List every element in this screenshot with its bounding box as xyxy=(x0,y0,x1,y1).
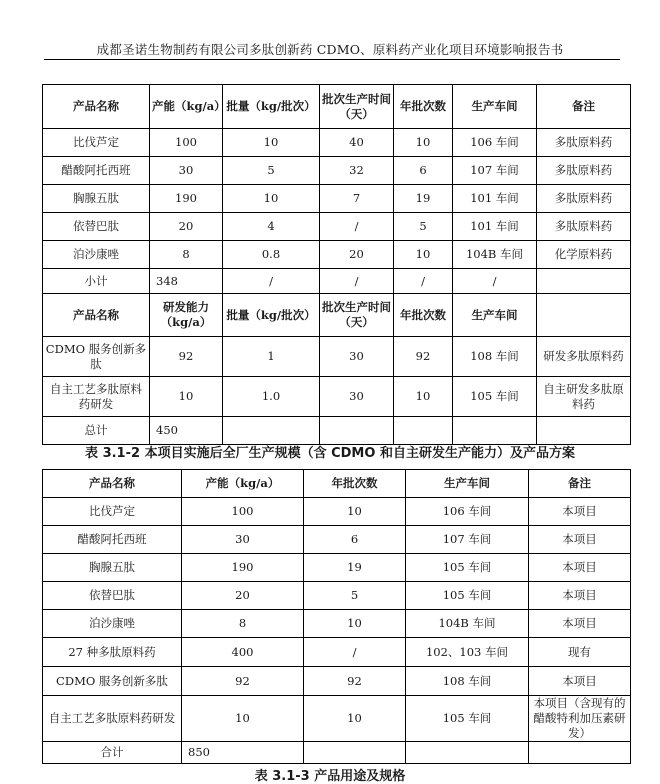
header-cell: 批次生产时间（天） xyxy=(320,85,394,129)
header-cell: 产品名称 xyxy=(43,85,150,129)
header-cell: 备注 xyxy=(537,85,631,129)
cell: / xyxy=(394,269,453,294)
cell: 多肽原料药 xyxy=(537,213,631,241)
cell: 6 xyxy=(304,526,406,554)
cell: 8 xyxy=(182,610,304,638)
cell: 10 xyxy=(304,498,406,526)
table-row xyxy=(43,213,631,241)
cell: 10 xyxy=(182,696,304,742)
table-row xyxy=(43,129,631,157)
cell: CDMO 服务创新多肽 xyxy=(43,667,182,696)
table-row xyxy=(43,696,631,742)
header-cell xyxy=(537,294,631,337)
cell: 小计 xyxy=(43,269,150,294)
cell: 胸腺五肽 xyxy=(43,185,150,213)
table-row xyxy=(43,377,631,417)
cell: 32 xyxy=(320,157,394,185)
cell: 6 xyxy=(394,157,453,185)
table-caption: 表 3.1-2 本项目实施后全厂生产规模（含 CDMO 和自主研发生产能力）及产品方案 xyxy=(85,446,575,461)
production-table xyxy=(42,84,631,445)
header-cell: 生产车间 xyxy=(406,470,529,498)
header-cell: 产能（kg/a） xyxy=(150,85,223,129)
cell: 本项目 xyxy=(529,667,631,696)
cell: 10 xyxy=(304,610,406,638)
table-caption: 表 3.1-3 产品用途及规格 xyxy=(254,769,406,784)
cell: 本项目（含现有的醋酸特利加压素研发） xyxy=(529,696,631,742)
cell: 总计 xyxy=(43,417,150,445)
cell: 106 车间 xyxy=(406,498,529,526)
cell: 本项目 xyxy=(529,526,631,554)
cell: 本项目 xyxy=(529,610,631,638)
cell: 5 xyxy=(223,157,320,185)
cell: 自主工艺多肽原料药研发 xyxy=(43,696,182,742)
header-rule xyxy=(44,59,620,60)
cell: 101 车间 xyxy=(453,185,537,213)
cell xyxy=(394,417,453,445)
cell: 108 车间 xyxy=(453,337,537,377)
cell: 多肽原料药 xyxy=(537,129,631,157)
header-cell: 产能（kg/a） xyxy=(182,470,304,498)
table-row xyxy=(43,554,631,582)
cell: 醋酸阿托西班 xyxy=(43,157,150,185)
cell: 依替巴肽 xyxy=(43,582,182,610)
cell: 0.8 xyxy=(223,241,320,269)
cell: 8 xyxy=(150,241,223,269)
cell: 92 xyxy=(394,337,453,377)
header-cell: 产品名称 xyxy=(43,470,182,498)
cell: / xyxy=(223,269,320,294)
cell: CDMO 服务创新多肽 xyxy=(43,337,150,377)
cell xyxy=(406,742,529,764)
cell: 10 xyxy=(223,129,320,157)
cell xyxy=(529,742,631,764)
cell: / xyxy=(320,213,394,241)
cell: 比伐芦定 xyxy=(43,129,150,157)
header-cell: 批量（kg/批次） xyxy=(223,294,320,337)
cell: 105 车间 xyxy=(406,696,529,742)
header-cell: 生产车间 xyxy=(453,85,537,129)
cell: 348 xyxy=(150,269,223,294)
cell: 10 xyxy=(304,696,406,742)
cell: 105 车间 xyxy=(406,582,529,610)
cell: 醋酸阿托西班 xyxy=(43,526,182,554)
cell: 自主工艺多肽原料药研发 xyxy=(43,377,150,417)
cell xyxy=(453,417,537,445)
cell: 107 车间 xyxy=(453,157,537,185)
table-header-row xyxy=(43,85,631,129)
cell: 107 车间 xyxy=(406,526,529,554)
table-row xyxy=(43,638,631,667)
cell: 10 xyxy=(150,377,223,417)
cell xyxy=(320,417,394,445)
cell: 19 xyxy=(394,185,453,213)
cell: 20 xyxy=(182,582,304,610)
header-cell: 批量（kg/批次） xyxy=(223,85,320,129)
cell: 10 xyxy=(394,377,453,417)
cell: 多肽原料药 xyxy=(537,185,631,213)
cell: 102、103 车间 xyxy=(406,638,529,667)
cell: 现有 xyxy=(529,638,631,667)
cell: 100 xyxy=(182,498,304,526)
header-cell: 年批次数 xyxy=(304,470,406,498)
cell: 92 xyxy=(304,667,406,696)
cell: 101 车间 xyxy=(453,213,537,241)
cell xyxy=(304,742,406,764)
table-row xyxy=(43,667,631,696)
header-cell: 生产车间 xyxy=(453,294,537,337)
cell: 104B 车间 xyxy=(453,241,537,269)
cell: 10 xyxy=(223,185,320,213)
cell: 27 种多肽原料药 xyxy=(43,638,182,667)
cell: 20 xyxy=(150,213,223,241)
cell: 30 xyxy=(320,377,394,417)
cell xyxy=(537,417,631,445)
cell: 比伐芦定 xyxy=(43,498,182,526)
header-cell: 年批次数 xyxy=(394,85,453,129)
cell: 850 xyxy=(182,742,304,764)
header-cell: 年批次数 xyxy=(394,294,453,337)
table-row xyxy=(43,241,631,269)
cell: 10 xyxy=(394,129,453,157)
cell: 30 xyxy=(320,337,394,377)
cell: 本项目 xyxy=(529,582,631,610)
cell: 100 xyxy=(150,129,223,157)
table-header-row xyxy=(43,294,631,337)
cell: 108 车间 xyxy=(406,667,529,696)
cell: 化学原料药 xyxy=(537,241,631,269)
table-row xyxy=(43,185,631,213)
total-row xyxy=(43,742,631,764)
document-header: 成都圣诺生物制药有限公司多肽创新药 CDMO、原料药产业化项目环境影响报告书 xyxy=(96,42,564,57)
cell: 胸腺五肽 xyxy=(43,554,182,582)
cell xyxy=(223,417,320,445)
subtotal-row xyxy=(43,269,631,294)
cell: 190 xyxy=(150,185,223,213)
cell: 5 xyxy=(304,582,406,610)
plant-capacity-table xyxy=(42,469,631,764)
cell: 自主研发多肽原料药 xyxy=(537,377,631,417)
cell: 10 xyxy=(394,241,453,269)
cell: 30 xyxy=(182,526,304,554)
table-row xyxy=(43,582,631,610)
cell: 本项目 xyxy=(529,554,631,582)
cell: / xyxy=(304,638,406,667)
cell: 450 xyxy=(150,417,223,445)
table-row xyxy=(43,337,631,377)
cell: 泊沙康唑 xyxy=(43,610,182,638)
cell: 92 xyxy=(150,337,223,377)
cell: 105 车间 xyxy=(453,377,537,417)
cell: 19 xyxy=(304,554,406,582)
cell: 104B 车间 xyxy=(406,610,529,638)
cell: 7 xyxy=(320,185,394,213)
cell: / xyxy=(320,269,394,294)
header-cell: 批次生产时间（天） xyxy=(320,294,394,337)
cell: 20 xyxy=(320,241,394,269)
header-cell: 研发能力（kg/a） xyxy=(150,294,223,337)
header-cell: 产品名称 xyxy=(43,294,150,337)
cell: 40 xyxy=(320,129,394,157)
cell: 5 xyxy=(394,213,453,241)
cell: 合计 xyxy=(43,742,182,764)
cell xyxy=(537,269,631,294)
table-header-row xyxy=(43,470,631,498)
table-row xyxy=(43,157,631,185)
cell: 4 xyxy=(223,213,320,241)
cell: 105 车间 xyxy=(406,554,529,582)
header-cell: 备注 xyxy=(529,470,631,498)
cell: 190 xyxy=(182,554,304,582)
cell: 106 车间 xyxy=(453,129,537,157)
total-row xyxy=(43,417,631,445)
cell: 依替巴肽 xyxy=(43,213,150,241)
table-row xyxy=(43,610,631,638)
cell: 30 xyxy=(150,157,223,185)
cell: 400 xyxy=(182,638,304,667)
cell: 研发多肽原料药 xyxy=(537,337,631,377)
cell: 1.0 xyxy=(223,377,320,417)
cell: 1 xyxy=(223,337,320,377)
cell: 泊沙康唑 xyxy=(43,241,150,269)
cell: 92 xyxy=(182,667,304,696)
table-row xyxy=(43,526,631,554)
cell: 本项目 xyxy=(529,498,631,526)
cell: 多肽原料药 xyxy=(537,157,631,185)
table-row xyxy=(43,498,631,526)
cell: / xyxy=(453,269,537,294)
